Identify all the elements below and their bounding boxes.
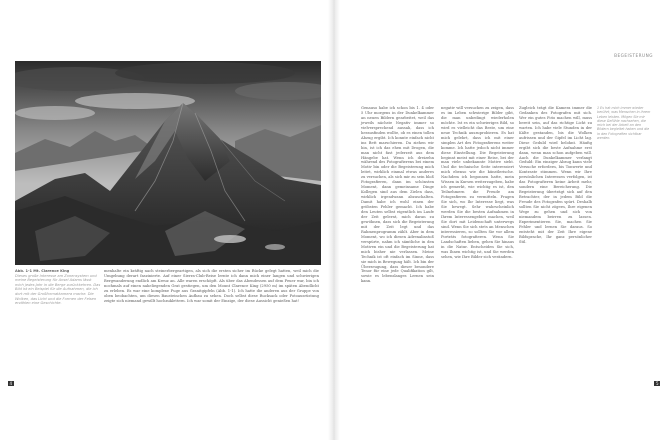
- mountain-landscape-icon: [15, 61, 321, 265]
- caption-title: Abb. 1-1 Mt. Clarence King: [15, 269, 70, 273]
- book-gutter: [328, 0, 340, 440]
- body-column-3: Zugleich trägt die Kamera immer die Gedanken des Fotografen mit sich. Wer ein gutes Foto machen will, muss bereit sein, auf das richtige Licht zu warten. Ich habe viele Stunden in der Kälte gestanden, bis die Wolken aufrissen und der Gipfel im Licht lag. Diese Geduld wird belohnt. Häufig ergibt sich die beste Aufnahme erst dann, wenn man schon aufgeben will. Auch die Dunkelkammer verlangt Geduld: Ein einziger Abzug kann viele Versuche erfordern, bis Tonwerte und Kontraste stimmen. Wenn wir Ihre persönlichen Interessen verfolgen, ist das Fotografieren keine Arbeit mehr, sondern eine Bereicherung. Die Begeisterung überträgt sich auf den Betrachter, der in jedem Bild die Freude des Fotografen spürt. Deshalb sollten Sie nicht zögern, Ihre eigenen Wege zu gehen und sich von niemandem beirren zu lassen. Experimentieren Sie, machen Sie Fehler und lernen Sie daraus. So entsteht mit der Zeit Ihre eigene Bildsprache, Ihr ganz persönlicher Stil.: [519, 106, 592, 244]
- page-number-right: 5: [655, 381, 659, 386]
- caption-body: Dieses große Interesse am Zonensystem und meine Begeisterung für Ansel Adams lässt mich jedes Jahr in die Berge zurückkehren. Das Bild ist ein Beispiel für die Aufnahmen, die ich dort mit der Großformatkamera mache. Die Wolken, das Licht und die Formen der Felsen erzählen eine Geschichte.: [15, 273, 101, 306]
- photo-caption: [15, 269, 101, 306]
- side-note: 1 Es hat mich immer wieder berührt, was Menschen in ihrem Leben leisten. Mögen Sie mir diese Gefühle nachsehen, die mich bei der Arbeit an den Bildern begleitet haben und die in den Fotografien sichtbar werden.: [597, 106, 651, 141]
- mountain-photo: [15, 61, 321, 265]
- body-column-2: negativ will versuchen zu zeigen, dass es im Leben schwierige Bilder gibt, die man unbedingt wiederholen möchte. Ist es ein schwieriges Bild, so wird es vielleicht das Beste, um eine neue Technik auszuprobieren. Es hat mich gelehrt, dass ich mit einer simplen Art des Fotografierens weiter komme. Ich hatte jedoch nicht immer diese Einstellung. Die Begeisterung beginnt meist mit einer Reise, bei der man viele unbekannte Motive sieht. Und die technische Seite interessiert mich ebenso wie die künstlerische. Nachdem ich begonnen hatte, mein Wissen in Kursen weiterzugeben, habe ich gemerkt, wie wichtig es ist, den Teilnehmern die Freude am Fotografieren zu vermitteln. Fragen Sie sich, wo Ihr Interesse liegt, was Sie bewegt. Sehr wahrscheinlich werden Sie die besten Aufnahmen in Ihrem Interessengebiet machen, weil Sie dort mit Leidenschaft unterwegs sind. Wenn Sie sich stets an Menschen interessieren, so sollten Sie vor allem Porträts fotografieren. Wenn Sie Landschaften lieben, gehen Sie hinaus in die Natur. Entscheiden Sie sich, was Ihnen wichtig ist, und Sie werden sehen, wie Ihre Bilder sich verändern.: [441, 106, 514, 259]
- body-column-1: Genauso habe ich schon bis 1. 4 oder 5 Uhr morgens in der Dunkelkammer an neuen Bildern gearbeitet, weil das jeweils nächste Negativ immer so vielversprechend aussah, dass ich herausfinden wollte, ob es einen tollen Abzug ergibt. Ich konnte einfach nicht ins Bett marschieren. Da ziehen wir hin, ist ich das ehen mit Drogen, die man nicht fast jederzeit aus dem Hängebe hat. Wenn ich dreizehn während des Fotografierens bei einem Motiv bin oder die Begeisterung mich leitet, wirklich einmal etwas anderes zu versuchen, als sich mir zu sein bloß Fotografieren, dann im schönsten Moment, dann gemeinsame Dinge Kollegen sind aus dem Zielen dass, wirklich irgendwann abzuschalten. Damit habe ich wohl einen der gröbsten Fehler gemacht. Ich habe den Leuten selbst eigentlich im Laufe der Zeit gelernt, mich daran zu gewöhnen, dass sich die Begeisterung mit der Zeit legt und das Rahmenprogramm zählt. Aber in dem Moment, wo ich diesen Adrenalinstoß verspürte, nahm ich sämtliche in den Motiven ein und die Begeisterung hat mich bisher nie verlassen. Meine Technik ist oft einfach im Sinne, dass sie mich in Bewegung hält. Ich bin der Überzeugung, dass dieser besondere Tenor für eine jede Qualifikation gilt, sowie es lebenslanges Lernen sein kann.: [361, 106, 434, 284]
- page-number-left: 4: [9, 381, 13, 386]
- left-body-text: menhalte ein kräftig nach steinerbergeartigen, als sich die ersten sicher im Rücke gelegt hatten, weil mich die Umgebung derart faszinierte. Auf einer Sierra-Club-Reise lernte ich dann mich einer langen und schwierigen Bergwanderung endlich am Kreuz an. Alle waren erschöpft. Als über das Abendessen auf dem Feuer war, bin ich nochmals auf einen naheliegenden Grat gestiegen, um den Mount Clarence King (2950 m) im späten Abendlicht zu erleben. Es war eine komplexe Fuge aus Granitgipfeln (Abb. 1-1). Ich hatte die anderen aus der Gruppe von oben beobachten, um diesen Bausteinchen Aufbau zu sehen. Doch selbst diese Rucksack oder Fotoausrüstung zeigte sich niemand gewillt hochzuklettern. Ich war somit der Einzige, der diese Aussicht genießen hat!: [104, 269, 319, 303]
- running-head: BEGEISTERUNG: [614, 53, 653, 58]
